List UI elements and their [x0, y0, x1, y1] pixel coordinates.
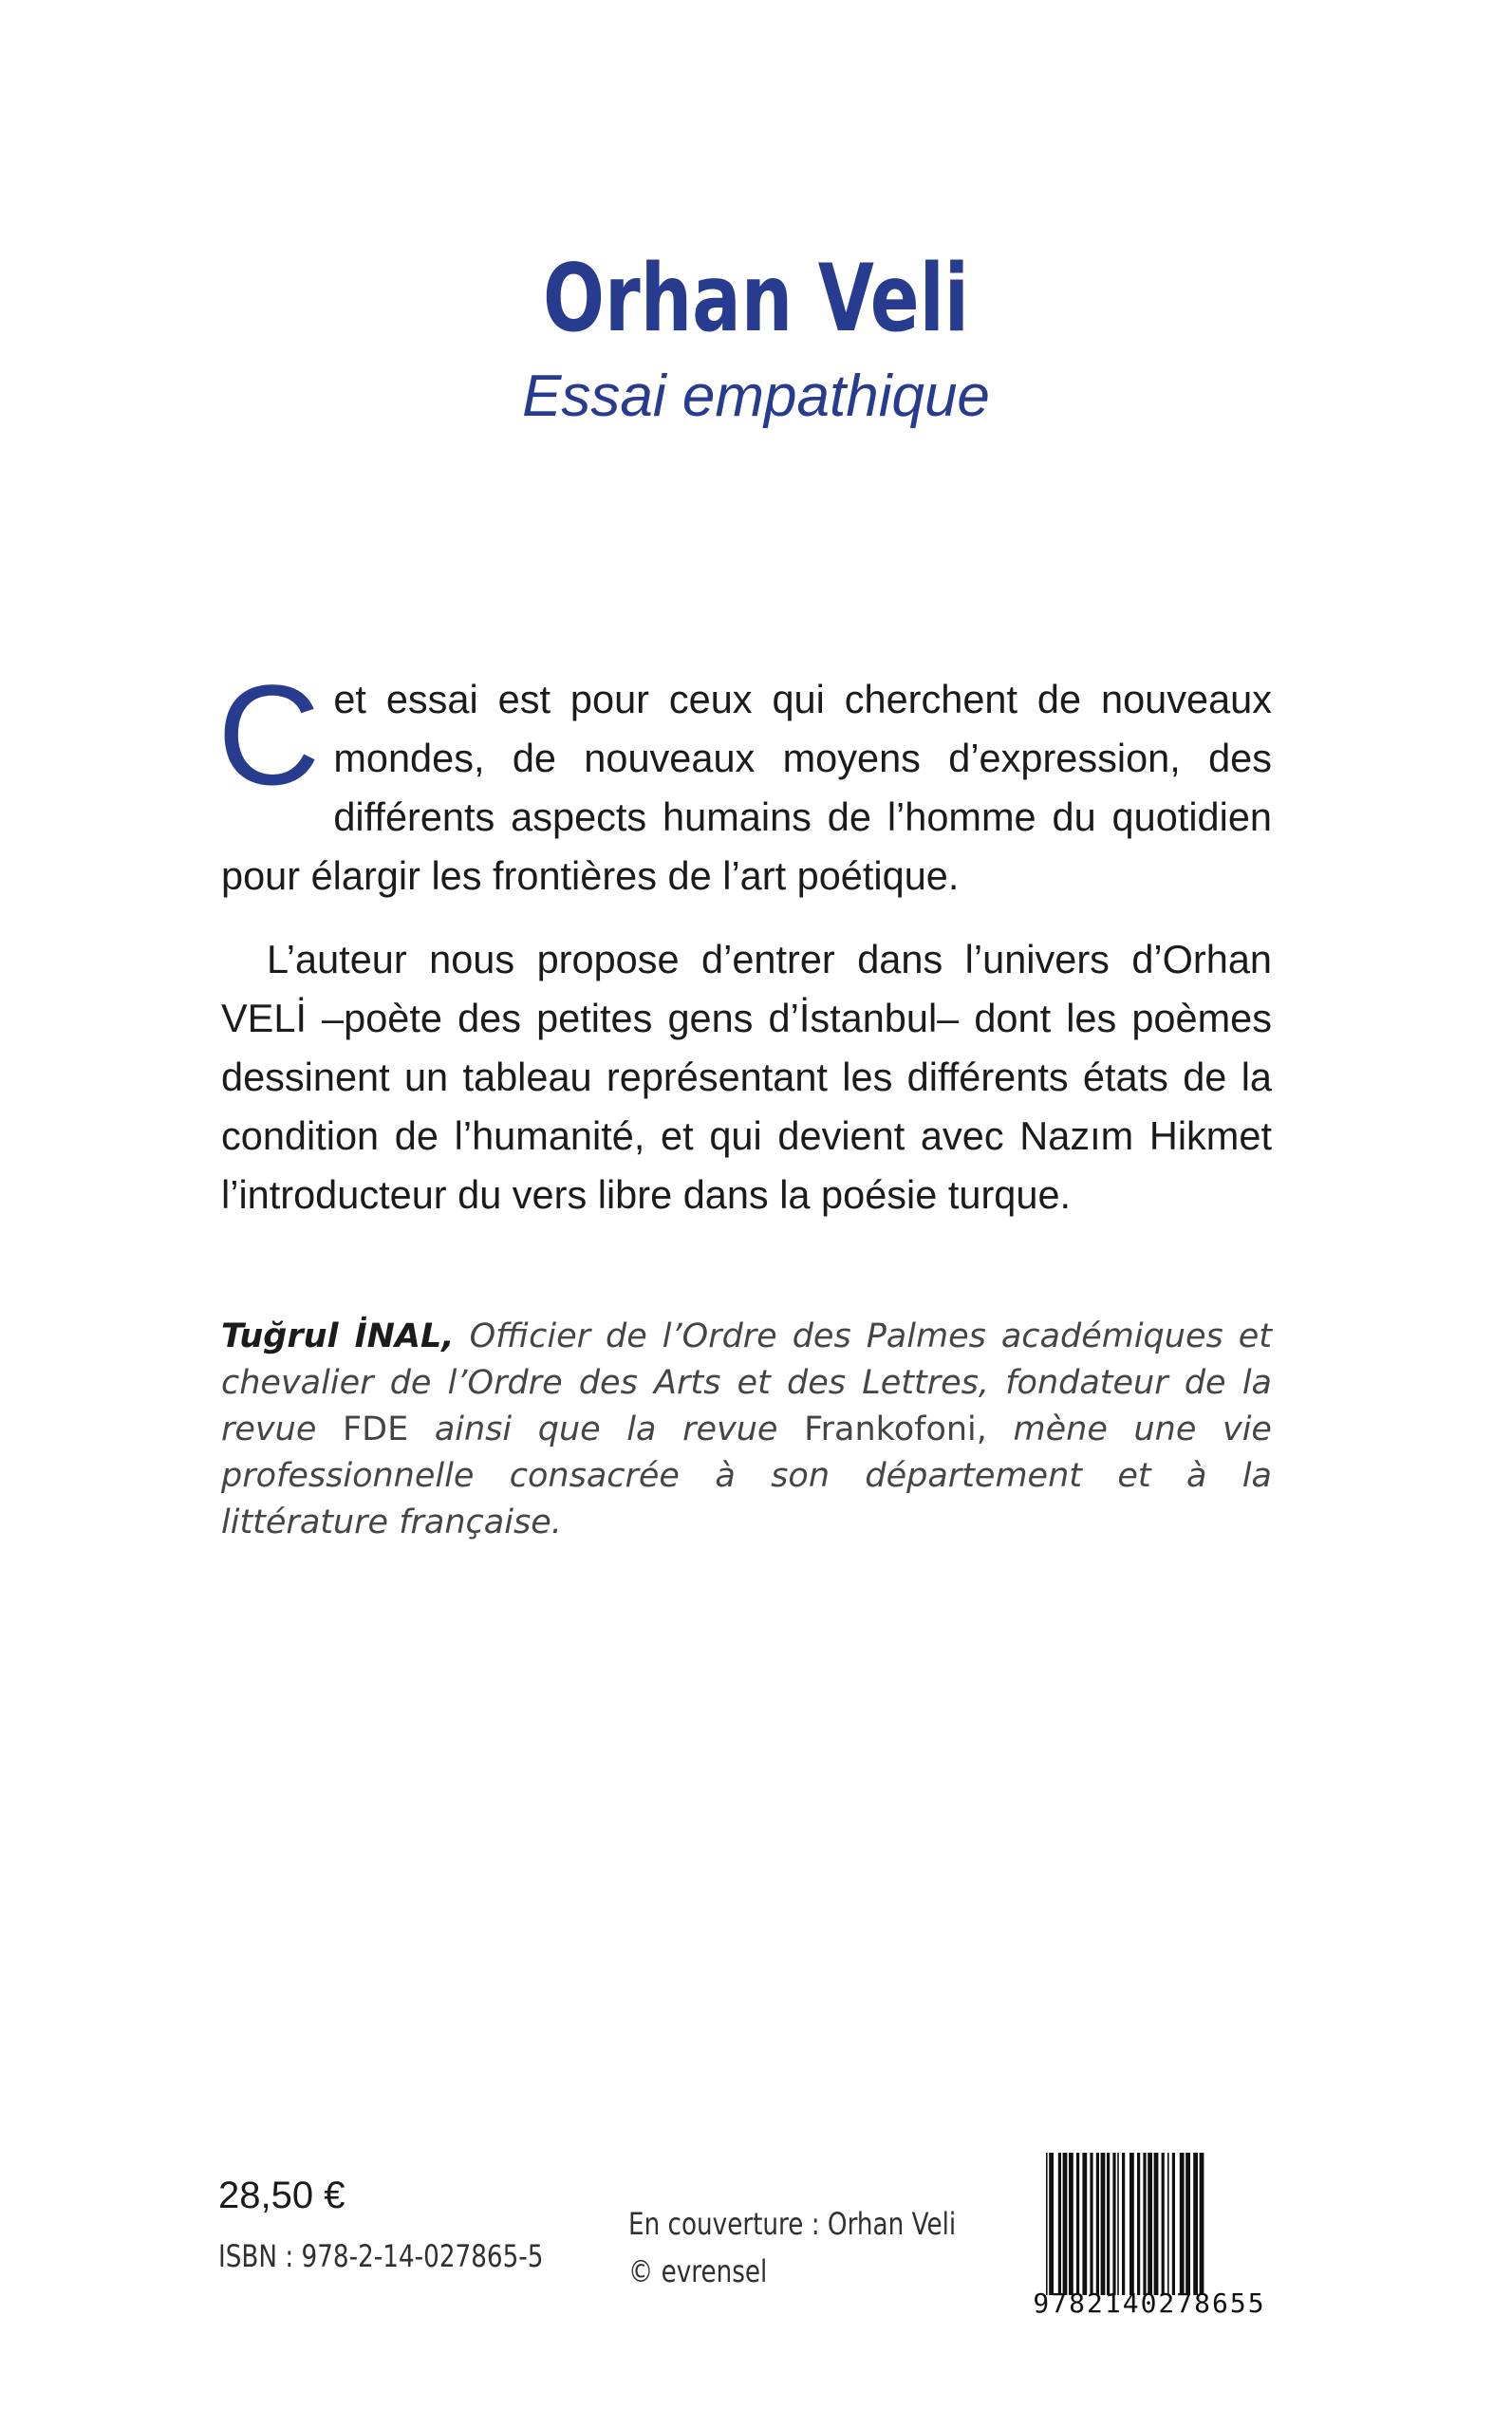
journal-fde: FDE [342, 1410, 409, 1448]
blurb [217, 655, 1272, 1224]
barcode-bar [1101, 2153, 1106, 2295]
barcode-bar [1200, 2153, 1204, 2295]
barcode-bar [1090, 2153, 1092, 2295]
barcode-bar [1185, 2153, 1190, 2295]
bio-text-2: ainsi que la revue [434, 1410, 778, 1448]
barcode-bar [1167, 2153, 1169, 2295]
barcode-bar [1117, 2153, 1119, 2295]
isbn: ISBN : 978-2-14-027865-5 [218, 2238, 544, 2274]
author-name: Tuğrul İNAL, [221, 1317, 455, 1355]
barcode [1042, 2153, 1268, 2295]
book-subtitle: Essai empathique [522, 364, 990, 429]
barcode-bar [1063, 2153, 1068, 2295]
journal-frankofoni: Frankofoni, [804, 1410, 987, 1448]
barcode-bar [1076, 2153, 1079, 2295]
barcode-bar [1069, 2153, 1073, 2295]
barcode-number: 9782140278655 [1033, 2288, 1266, 2319]
barcode-bar [1172, 2153, 1175, 2295]
author-bio [221, 1314, 1272, 1546]
copyright: © evrensel [628, 2253, 768, 2289]
barcode-bar [1058, 2153, 1061, 2295]
barcode-bar [1162, 2153, 1165, 2295]
barcode-bar [1112, 2153, 1115, 2295]
blurb-paragraph-1-text: et essai est pour ceux qui cherchent de nouveaux mondes, de nouveaux moyens d’expression, des différents aspects humains de l’homme du quotidien pour élargir les frontières de l’art poétique. [221, 677, 1272, 898]
blurb-paragraph-2: L’auteur nous propose d’entrer dans l’univers d’Orhan VELİ –poète des petites gens d’İstanbul– dont les poèmes dessinent un tableau représentant les différents états de la condition de l’humanité, et qui devient avec Nazım Hikmet l’introducteur du vers libre dans la poésie turque. [221, 937, 1272, 1217]
blurb-paragraph-1 [217, 655, 1272, 906]
cover-credit: En couverture : Orhan Veli [628, 2206, 957, 2242]
barcode-bar [1154, 2153, 1159, 2295]
barcode-bar [1143, 2153, 1146, 2295]
barcode-bar [1122, 2153, 1125, 2295]
barcode-bar [1137, 2153, 1140, 2295]
barcode-bar [1148, 2153, 1152, 2295]
price: 28,50 € [218, 2175, 345, 2216]
barcode-bar [1049, 2153, 1054, 2295]
barcode-bar [1129, 2153, 1134, 2295]
bio-text-1: Officier de l’Ordre des Palmes académiques et chevalier de l’Ordre des Arts et des Lettres, fondateur de la revue [221, 1317, 1272, 1448]
barcode-bar [1046, 2153, 1048, 2295]
bio-text-3: mène une vie professionnelle consacrée à son département et à la littérature française. [221, 1410, 1272, 1541]
barcode-bar [1180, 2153, 1185, 2295]
barcode-bar [1082, 2153, 1087, 2295]
book-title: Orhan Veli [543, 245, 969, 353]
barcode-bar [1193, 2153, 1198, 2295]
drop-cap: C [217, 655, 321, 814]
barcode-bar [1107, 2153, 1110, 2295]
barcode-bar [1096, 2153, 1099, 2295]
